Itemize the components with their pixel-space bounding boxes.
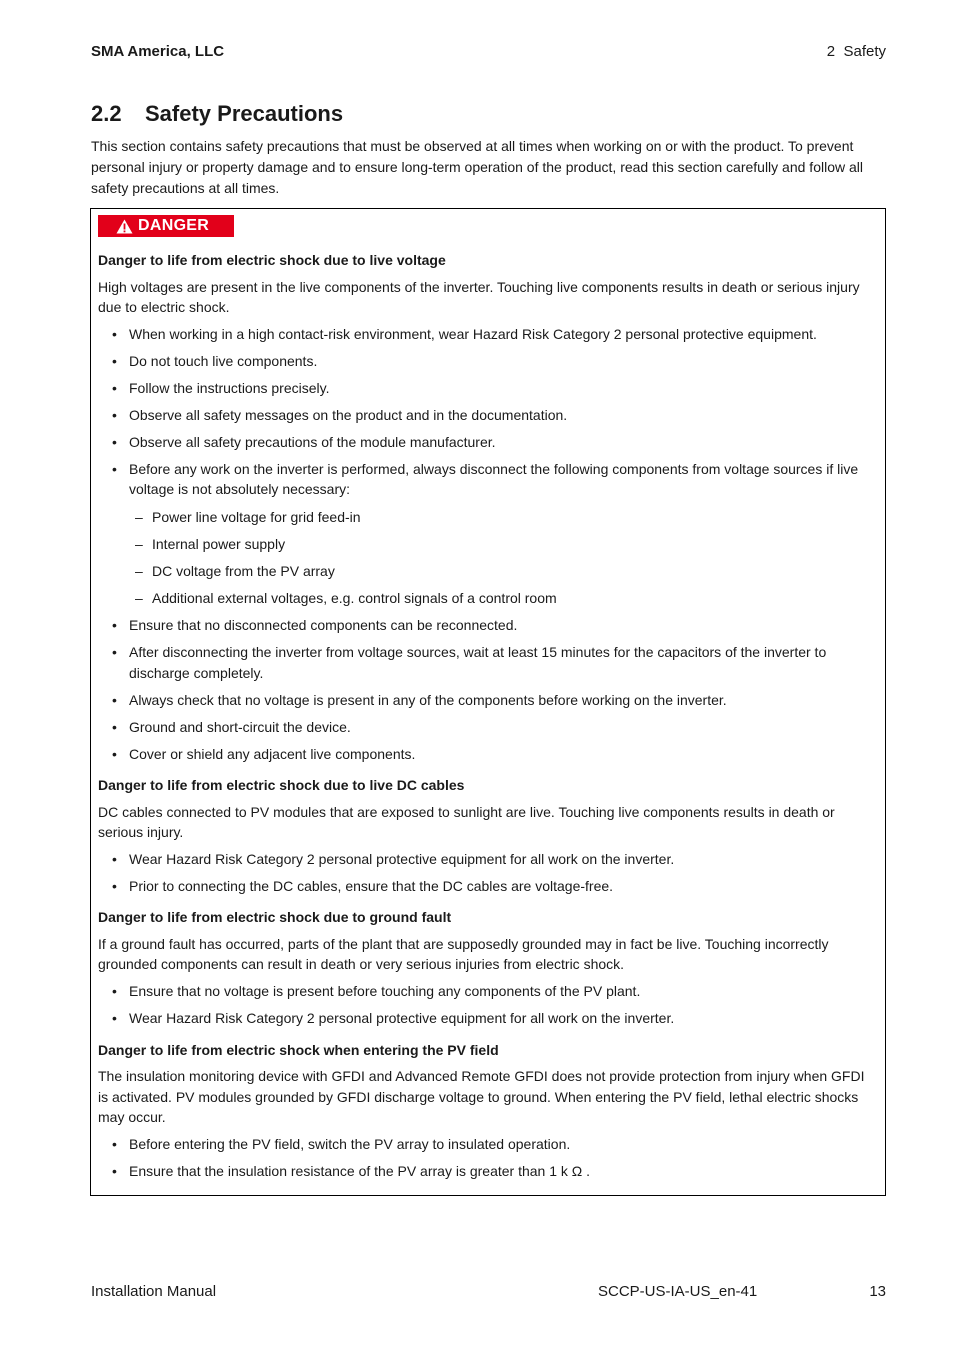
list-item: • Ground and short-circuit the device. — [98, 717, 878, 738]
bullet-list — [98, 324, 878, 765]
sub-list-item: – Internal power supply — [129, 534, 878, 555]
list-item: • After disconnecting the inverter from voltage sources, wait at least 15 minutes for the capacitors of the inverter to discharge completely. — [98, 642, 878, 683]
block-text: The insulation monitoring device with GFDI and Advanced Remote GFDI does not provide protection from injury when GFDI is activated. PV modules grounded by GFDI discharge voltage to ground. When entering the PV field, lethal electric shocks may occur. — [98, 1068, 865, 1125]
bullet-list — [98, 849, 878, 897]
dash-list — [129, 507, 878, 609]
footer-doc-type: Installation Manual — [91, 1283, 217, 1300]
sub-list-item: – Power line voltage for grid feed-in — [129, 507, 878, 528]
section-intro: This section contains safety precautions that must be observed at all times when working on or with the product. To prevent personal injury or property damage and to ensure long-term operation of the product, read this section carefully and follow all safety precautions at all times. — [91, 138, 863, 196]
list-item: • Observe all safety precautions of the module manufacturer. — [98, 432, 878, 453]
page-header-chapter: 2 Safety — [826, 43, 886, 60]
danger-label-text: DANGER — [138, 216, 210, 234]
list-item: • Wear Hazard Risk Category 2 personal protective equipment for all work on the inverter. — [98, 849, 878, 870]
danger-label — [98, 215, 234, 237]
footer-doc-code: SCCP-US-IA-US_en-41 — [598, 1283, 758, 1300]
list-item: • Prior to connecting the DC cables, ensure that the DC cables are voltage-free. — [98, 876, 878, 897]
list-item: • Always check that no voltage is present in any of the components before working on the inverter. — [98, 690, 878, 711]
block-text: If a ground fault has occurred, parts of the plant that are supposedly grounded may in fact be live. Touching incorrectly grounded components can result in death or very serious injuries from electric shock. — [98, 935, 829, 973]
list-item: • Before entering the PV field, switch the PV array to insulated operation. — [98, 1134, 878, 1155]
bullet-list — [98, 981, 878, 1029]
sub-list-item: – Additional external voltages, e.g. control signals of a control room — [129, 588, 878, 609]
block-heading: Danger to life from electric shock due to live voltage — [98, 252, 446, 268]
block-text: High voltages are present in the live components of the inverter. Touching live components results in death or serious injury due to electric shock. — [98, 278, 860, 315]
list-item: • Follow the instructions precisely. — [98, 378, 878, 399]
list-item-with-sublist — [98, 459, 878, 608]
list-item-text: Before any work on the inverter is performed, always disconnect the following components from voltage sources if live voltage is not absolutely necessary: — [129, 460, 859, 498]
list-item: • Ensure that the insulation resistance of the PV array is greater than 1 k Ω . — [98, 1161, 878, 1182]
list-item: • Ensure that no voltage is present before touching any components of the PV plant. — [98, 981, 878, 1002]
bullet-list — [98, 1134, 878, 1182]
list-item: • Do not touch live components. — [98, 351, 878, 372]
list-item: • Wear Hazard Risk Category 2 personal protective equipment for all work on the inverter. — [98, 1008, 878, 1029]
warning-triangle-icon — [116, 219, 133, 234]
page-header-company: SMA America, LLC — [91, 43, 225, 60]
block-heading: Danger to life from electric shock due to ground fault — [98, 909, 452, 926]
list-item: • When working in a high contact-risk environment, wear Hazard Risk Category 2 personal protective equipment. — [98, 324, 878, 345]
sub-list-item: – DC voltage from the PV array — [129, 561, 878, 582]
section-number: 2.2 — [91, 101, 122, 126]
list-item: • Cover or shield any adjacent live components. — [98, 744, 878, 765]
section-title: Safety Precautions — [145, 101, 344, 126]
section-heading — [91, 101, 343, 127]
list-item: • Observe all safety messages on the product and in the documentation. — [98, 405, 878, 426]
page-number: 13 — [869, 1283, 886, 1300]
list-item: • Ensure that no disconnected components can be reconnected. — [98, 615, 878, 636]
block-heading: Danger to life from electric shock when entering the PV field — [98, 1041, 499, 1058]
block-heading: Danger to life from electric shock due to live DC cables — [98, 777, 465, 794]
block-text: DC cables connected to PV modules that are exposed to sunlight are live. Touching live components results in death or serious injury. — [98, 803, 835, 841]
danger-box — [90, 208, 886, 1196]
